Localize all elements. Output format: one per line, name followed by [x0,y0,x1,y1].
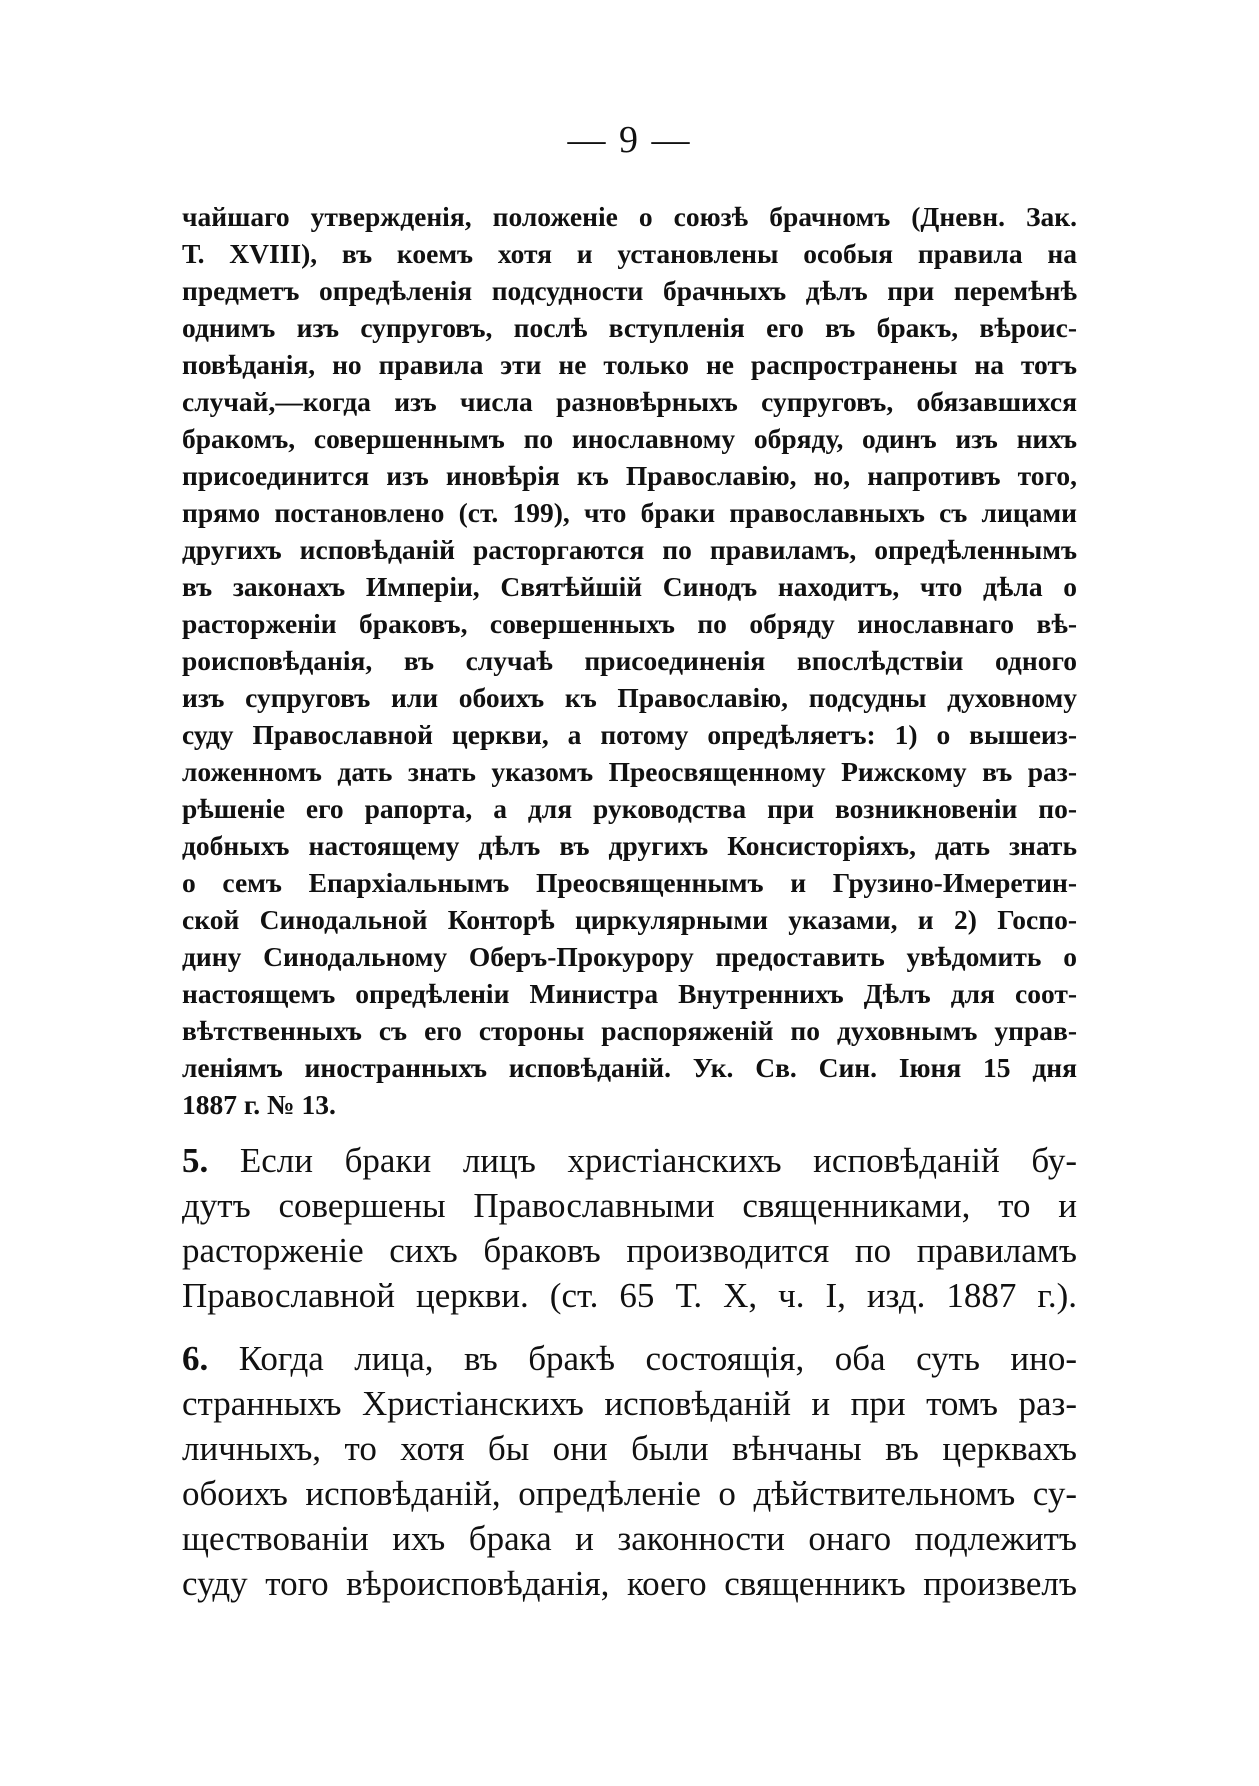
text-line: вѣтственныхъ съ его стороны распоряженій по духовнымъ управ- [182,1015,1077,1046]
text-line: настоящемъ опредѣленіи Министра Внутреннихъ Дѣлъ для соот- [182,978,1077,1009]
section-6-paragraph [182,1336,1077,1606]
text-line: странныхъ Христіанскихъ исповѣданій и при томъ раз- [182,1384,1077,1423]
text-line: дину Синодальному Оберъ-Прокурору предоставить увѣдомить о [182,941,1077,972]
text-line: Православной церкви. (ст. 65 Т. X, ч. I, изд. 1887 г.). [182,1276,1077,1315]
text-line [182,1138,1077,1183]
text-fragment: Когда лица, въ бракѣ состоящія, оба суть ино- [208,1339,1077,1378]
text-line: расторженіи браковъ, совершенныхъ по обряду инославнаго вѣ- [182,608,1077,639]
text-line: чайшаго утвержденія, положеніе о союзѣ брачномъ (Дневн. Зак. [182,201,1077,232]
text-line: ществованіи ихъ брака и законности онаго подлежитъ [182,1519,1077,1558]
text-line: суду Православной церкви, а потому опредѣляетъ: 1) о вышеиз- [182,719,1077,750]
text-line: повѣданія, но правила эти не только не распространены на тотъ [182,349,1077,380]
text-line: другихъ исповѣданій расторгаются по правиламъ, опредѣленнымъ [182,534,1077,565]
text-line: изъ супруговъ или обоихъ къ Православію, подсудны духовному [182,682,1077,713]
text-line: присоединится изъ иновѣрія къ Православію, но, напротивъ того, [182,460,1077,491]
text-fragment: Если браки лицъ христіанскихъ исповѣданій бу- [208,1141,1077,1180]
text-line: прямо постановлено (ст. 199), что браки православныхъ съ лицами [182,497,1077,528]
text-line: случай,—когда изъ числа разновѣрныхъ супруговъ, обязавшихся [182,386,1077,417]
section-number: 6. [182,1339,209,1378]
text-line: рѣшеніе его рапорта, а для руководства при возникновеніи по- [182,793,1077,824]
text-line: бракомъ, совершеннымъ по инославному обряду, одинъ изъ нихъ [182,423,1077,454]
text-line: роисповѣданія, въ случаѣ присоединенія впослѣдствіи одного [182,645,1077,676]
page-number: — 9 — [567,119,692,161]
text-line: предметъ опредѣленія подсудности брачныхъ дѣлъ при перемѣнѣ [182,275,1077,306]
text-line: однимъ изъ супруговъ, послѣ вступленія его въ бракъ, вѣроис- [182,312,1077,343]
text-line: Т. XVIII), въ коемъ хотя и установлены особыя правила на [182,238,1077,269]
text-line [182,1336,1077,1381]
section-5-paragraph [182,1138,1077,1318]
text-line: леніямъ иностранныхъ исповѣданій. Ук. Св. Син. Іюня 15 дня [182,1052,1077,1083]
text-line: суду того вѣроисповѣданія, коего священникъ произвелъ [182,1564,1077,1603]
section-number: 5. [182,1141,209,1180]
text-line: въ законахъ Имперіи, Святѣйшій Синодъ находитъ, что дѣла о [182,571,1077,602]
text-line: ложенномъ дать знать указомъ Преосвященному Рижскому въ раз- [182,756,1077,787]
text-line: расторженіе сихъ браковъ производится по правиламъ [182,1231,1077,1270]
text-line: ской Синодальной Конторѣ циркулярными указами, и 2) Госпо- [182,904,1077,935]
text-line: о семъ Епархіальнымъ Преосвященнымъ и Грузино-Имеретин- [182,867,1077,898]
text-line: 1887 г. № 13. [182,1089,336,1120]
text-line: добныхъ настоящему дѣлъ въ другихъ Консисторіяхъ, дать знать [182,830,1077,861]
text-line: обоихъ исповѣданій, опредѣленіе о дѣйствительномъ су- [182,1474,1077,1513]
continuation-paragraph [182,198,1077,1123]
text-line: личныхъ, то хотя бы они были вѣнчаны въ церквахъ [182,1429,1077,1468]
text-line: дутъ совершены Православными священниками, то и [182,1186,1077,1225]
